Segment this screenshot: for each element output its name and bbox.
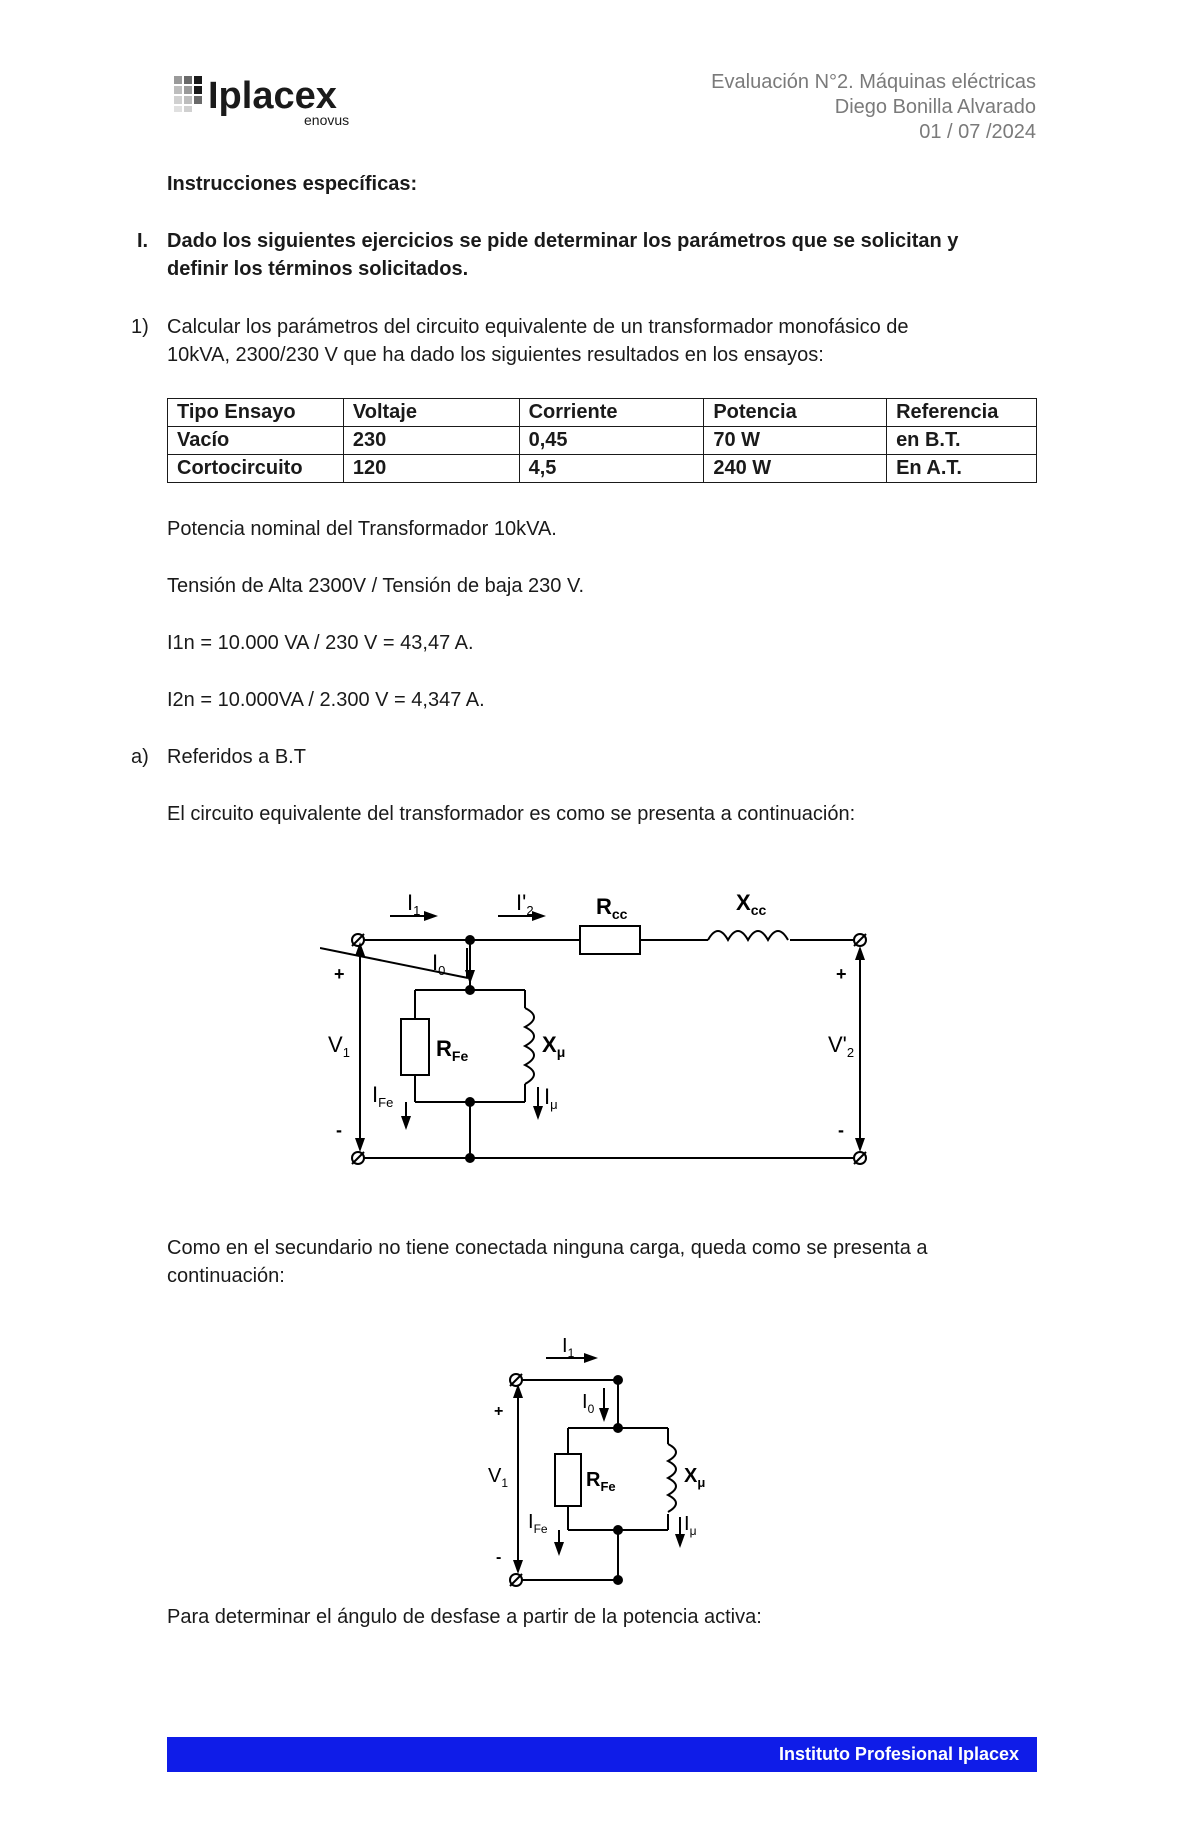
- label-imu: $I_\mu$: [544, 1084, 558, 1112]
- label-plus-left: +: [334, 964, 345, 984]
- table-cell: 240 W: [704, 455, 887, 483]
- exercise-number: 1): [131, 316, 149, 338]
- rcc-resistor: [580, 926, 640, 954]
- logo-mark-icon: [174, 76, 202, 112]
- instruction-number: I.: [137, 230, 149, 252]
- paragraph-no-load-line-2: continuación:: [167, 1265, 285, 1287]
- label-ife-2: $I_{Fe}$: [528, 1511, 548, 1536]
- doc-title: Evaluación N°2. Máquinas eléctricas: [711, 71, 1036, 93]
- paragraph-i1n: I1n = 10.000 VA / 230 V = 43,47 A.: [167, 632, 474, 654]
- label-minus-2: -: [496, 1549, 502, 1566]
- label-rfe-2: $R_{Fe}$: [586, 1469, 616, 1494]
- item-a-text: Referidos a B.T: [167, 746, 306, 768]
- rfe-resistor-2: [555, 1454, 581, 1506]
- equivalent-circuit-diagram: [320, 880, 880, 1180]
- table-cell: 230: [343, 427, 519, 455]
- exercise-1: [131, 313, 909, 369]
- label-i2: $I'_2$: [516, 890, 534, 918]
- item-a-number: a): [131, 746, 149, 768]
- paragraph-no-load-line-1: Como en el secundario no tiene conectada ninguna carga, queda como se presenta a: [167, 1237, 928, 1259]
- table-header-row: [168, 399, 1037, 427]
- instructions-title: Instrucciones específicas:: [167, 173, 418, 195]
- label-plus-right: +: [836, 964, 847, 984]
- label-v2: $V'_2$: [828, 1032, 855, 1060]
- table-cell: en B.T.: [887, 427, 1037, 455]
- label-xmu: $X_\mu$: [542, 1032, 566, 1060]
- footer-text: Instituto Profesional Iplacex: [778, 1744, 1019, 1764]
- tests-table: [167, 398, 1037, 483]
- footer-bar: [167, 1737, 1037, 1772]
- no-load-circuit-diagram: [480, 1330, 740, 1600]
- xmu-inductor: [525, 1008, 534, 1084]
- author: Diego Bonilla Alvarado: [834, 96, 1036, 118]
- table-cell: Vacío: [168, 427, 344, 455]
- table-header: Tipo Ensayo: [168, 399, 344, 427]
- label-i1: $I_1$: [407, 890, 421, 918]
- table-cell: 120: [343, 455, 519, 483]
- paragraph-no-load: [167, 1234, 928, 1290]
- table-header: Voltaje: [343, 399, 519, 427]
- label-v1-2: $V_1$: [488, 1465, 509, 1490]
- paragraph-phase-angle: Para determinar el ángulo de desfase a partir de la potencia activa:: [167, 1606, 762, 1628]
- date: 01 / 07 /2024: [919, 121, 1036, 143]
- exercise-line-2: 10kVA, 2300/230 V que ha dado los siguientes resultados en los ensayos:: [167, 344, 824, 366]
- table-cell: En A.T.: [887, 455, 1037, 483]
- label-xcc: $X_{cc}$: [736, 890, 767, 918]
- label-ife: $I_{Fe}$: [372, 1082, 394, 1110]
- table-cell: 70 W: [704, 427, 887, 455]
- instruction-line-1: Dado los siguientes ejercicios se pide determinar los parámetros que se solicitan y: [167, 230, 959, 252]
- exercise-line-1: Calcular los parámetros del circuito equivalente de un transformador monofásico de: [167, 316, 909, 338]
- table-cell: Cortocircuito: [168, 455, 344, 483]
- table-row: [168, 427, 1037, 455]
- label-xmu-2: $X_\mu$: [684, 1465, 706, 1490]
- table-header: Potencia: [704, 399, 887, 427]
- paragraph-nominal-power: Potencia nominal del Transformador 10kVA.: [167, 518, 557, 540]
- label-i0: $I_0$: [432, 950, 446, 978]
- paragraph-i2n: I2n = 10.000VA / 2.300 V = 4,347 A.: [167, 689, 485, 711]
- instruction-line-2: definir los términos solicitados.: [167, 258, 469, 280]
- instruction-item: [137, 227, 959, 283]
- label-minus-right: -: [838, 1120, 844, 1140]
- table-header: Corriente: [519, 399, 704, 427]
- label-rfe: $R_{Fe}$: [436, 1036, 469, 1064]
- label-plus-2: +: [494, 1403, 504, 1420]
- label-imu-2: $I_\mu$: [684, 1513, 697, 1538]
- logo-text: Iplacex: [208, 75, 337, 117]
- label-i1-2: $I_1$: [562, 1335, 575, 1360]
- label-rcc: $R_{cc}$: [596, 894, 628, 922]
- logo-subtext: enovus: [304, 112, 350, 128]
- table-cell: 4,5: [519, 455, 704, 483]
- document-header: [711, 70, 1036, 145]
- xcc-inductor: [708, 931, 788, 940]
- paragraph-circuit-intro: El circuito equivalente del transformador es como se presenta a continuación:: [167, 803, 856, 825]
- label-i0-2: $I_0$: [582, 1391, 595, 1416]
- table-cell: 0,45: [519, 427, 704, 455]
- label-minus-left: -: [336, 1120, 342, 1140]
- label-v1: $V_1$: [328, 1032, 350, 1060]
- item-a: [131, 743, 306, 771]
- table-header: Referencia: [887, 399, 1037, 427]
- iplacex-logo: [172, 72, 372, 132]
- paragraph-voltages: Tensión de Alta 2300V / Tensión de baja 230 V.: [167, 575, 585, 597]
- xmu-inductor-2: [668, 1444, 676, 1512]
- rfe-resistor: [401, 1019, 429, 1075]
- table-row: [168, 455, 1037, 483]
